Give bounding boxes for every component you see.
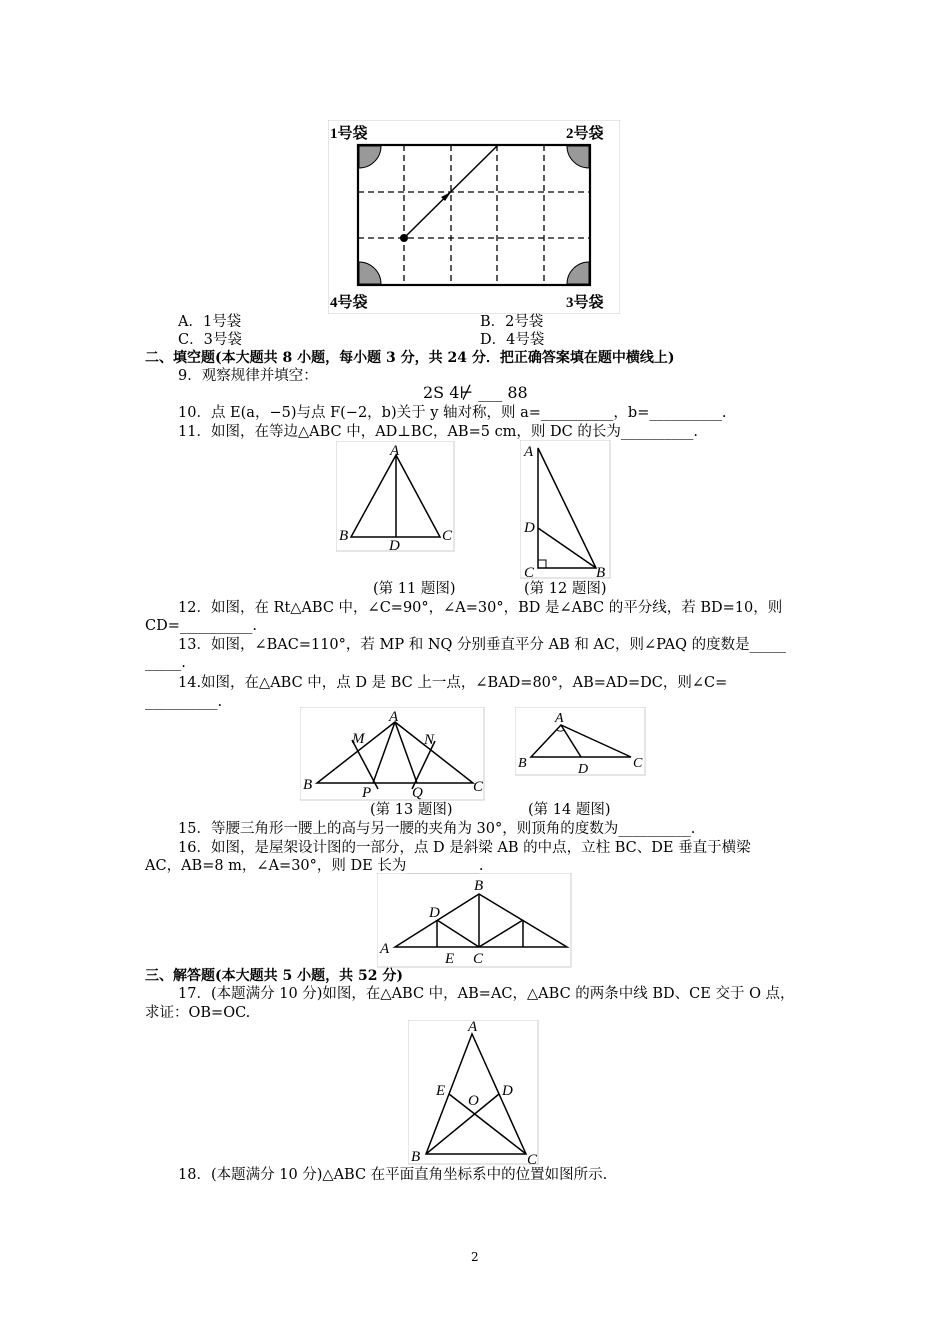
pocket2-label: 2号袋 [566, 126, 604, 142]
svg-text:M: M [352, 731, 365, 747]
q9-text: 9．观察规律并填空： [178, 368, 318, 384]
option-c: C．3号袋 [178, 332, 242, 348]
pocket3-label: 3号袋 [566, 295, 604, 311]
pocket-corner [567, 146, 589, 168]
svg-text:C: C [524, 565, 535, 580]
option-b: B．2号袋 [480, 314, 544, 330]
svg-text:D: D [502, 1083, 513, 1099]
svg-text:C: C [473, 951, 484, 967]
svg-text:B: B [339, 528, 349, 544]
q11-text: 11．如图，在等边△ABC 中，AD⊥BC，AB=5 cm，则 DC 的长为__________. [178, 424, 698, 440]
option-d: D．4号袋 [480, 332, 545, 348]
q16-line1: 16．如图，是屋架设计图的一部分，点 D 是斜梁 AB 的中点，立柱 BC、DE 垂直于横梁 [178, 840, 751, 856]
pocket4-label: 4号袋 [330, 295, 368, 311]
q12-line1: 12．如图，在 Rt△ABC 中，∠C=90°，∠A=30°，BD 是∠ABC 的平分线，若 BD=10，则 [178, 600, 783, 616]
svg-text:P: P [362, 785, 372, 801]
fig11-caption: (第 11 题图) [373, 581, 456, 597]
q16-line2: AC，AB=8 m，∠A=30°，则 DE 长为__________. [145, 858, 484, 874]
fig13-caption: (第 13 题图) [370, 802, 453, 818]
svg-text:A: A [555, 711, 564, 726]
fig17-diagram [408, 1020, 540, 1166]
svg-text:O: O [468, 1093, 479, 1109]
svg-text:C: C [527, 1152, 538, 1166]
svg-text:D: D [389, 538, 400, 553]
svg-text:A: A [468, 1020, 478, 1035]
svg-text:A: A [389, 709, 399, 725]
svg-text:C: C [442, 528, 453, 544]
fig14-diagram [515, 707, 647, 777]
q9-pattern: 2S 4⊬ ___ 88 [423, 383, 528, 402]
svg-text:N: N [424, 732, 435, 748]
fig12-diagram [520, 440, 612, 580]
fig11-diagram [336, 441, 456, 553]
q14-line1: 14.如图，在△ABC 中，点 D 是 BC 上一点，∠BAD=80°，AB=AD=DC，则∠C= [178, 675, 728, 691]
q14-line2: __________. [145, 694, 223, 710]
table-border [358, 145, 590, 285]
q17-line2: 求证：OB=OC. [145, 1005, 251, 1021]
svg-text:A: A [524, 444, 534, 460]
q13-line1: 13．如图，∠BAC=110°，若 MP 和 NQ 分别垂直平分 AB 和 AC，则∠PAQ 的度数是_____ [178, 637, 786, 653]
billiard-table-figure [328, 120, 620, 314]
svg-text:B: B [518, 756, 527, 771]
q12-line2: CD=__________. [145, 618, 257, 634]
svg-text:B: B [411, 1149, 421, 1165]
svg-text:B: B [596, 565, 606, 580]
pocket1-label: 1号袋 [330, 126, 368, 142]
q13-line2: _____. [145, 655, 186, 671]
svg-text:D: D [524, 520, 535, 536]
q18-text: 18．(本题满分 10 分)△ABC 在平面直角坐标系中的位置如图所示. [178, 1167, 608, 1183]
svg-text:E: E [445, 951, 455, 967]
q10-text: 10．点 E(a，−5)与点 F(−2，b)关于 y 轴对称，则 a=__________，b=__________. [178, 405, 727, 421]
q17-line1: 17．(本题满分 10 分)如图，在△ABC 中，AB=AC，△ABC 的两条中线 BD、CE 交于 O 点， [178, 986, 795, 1002]
page-number: 2 [471, 1250, 479, 1264]
pocket-corner [359, 146, 381, 168]
svg-text:A: A [390, 443, 400, 459]
section2-header: 二、填空题(本大题共 8 小题，每小题 3 分，共 24 分．把正确答案填在题中横线上) [145, 350, 675, 366]
svg-text:D: D [578, 762, 589, 777]
q15-text: 15．等腰三角形一腰上的高与另一腰的夹角为 30°，则顶角的度数为__________. [178, 821, 696, 837]
section3-header: 三、解答题(本大题共 5 小题，共 52 分) [145, 968, 403, 984]
svg-text:B: B [474, 878, 484, 894]
option-a: A．1号袋 [178, 314, 242, 330]
fig12-caption: (第 12 题图) [524, 581, 607, 597]
svg-text:B: B [303, 777, 313, 793]
pocket-corner [567, 262, 589, 284]
svg-text:C: C [473, 779, 484, 795]
pocket-corner [359, 262, 381, 284]
svg-text:Q: Q [412, 785, 423, 801]
svg-text:D: D [429, 905, 440, 921]
fig16-diagram [377, 873, 573, 969]
svg-text:C: C [633, 756, 643, 771]
fig13-diagram [300, 707, 486, 802]
fig14-caption: (第 14 题图) [528, 802, 611, 818]
svg-text:A: A [380, 941, 390, 957]
svg-text:E: E [436, 1083, 446, 1099]
